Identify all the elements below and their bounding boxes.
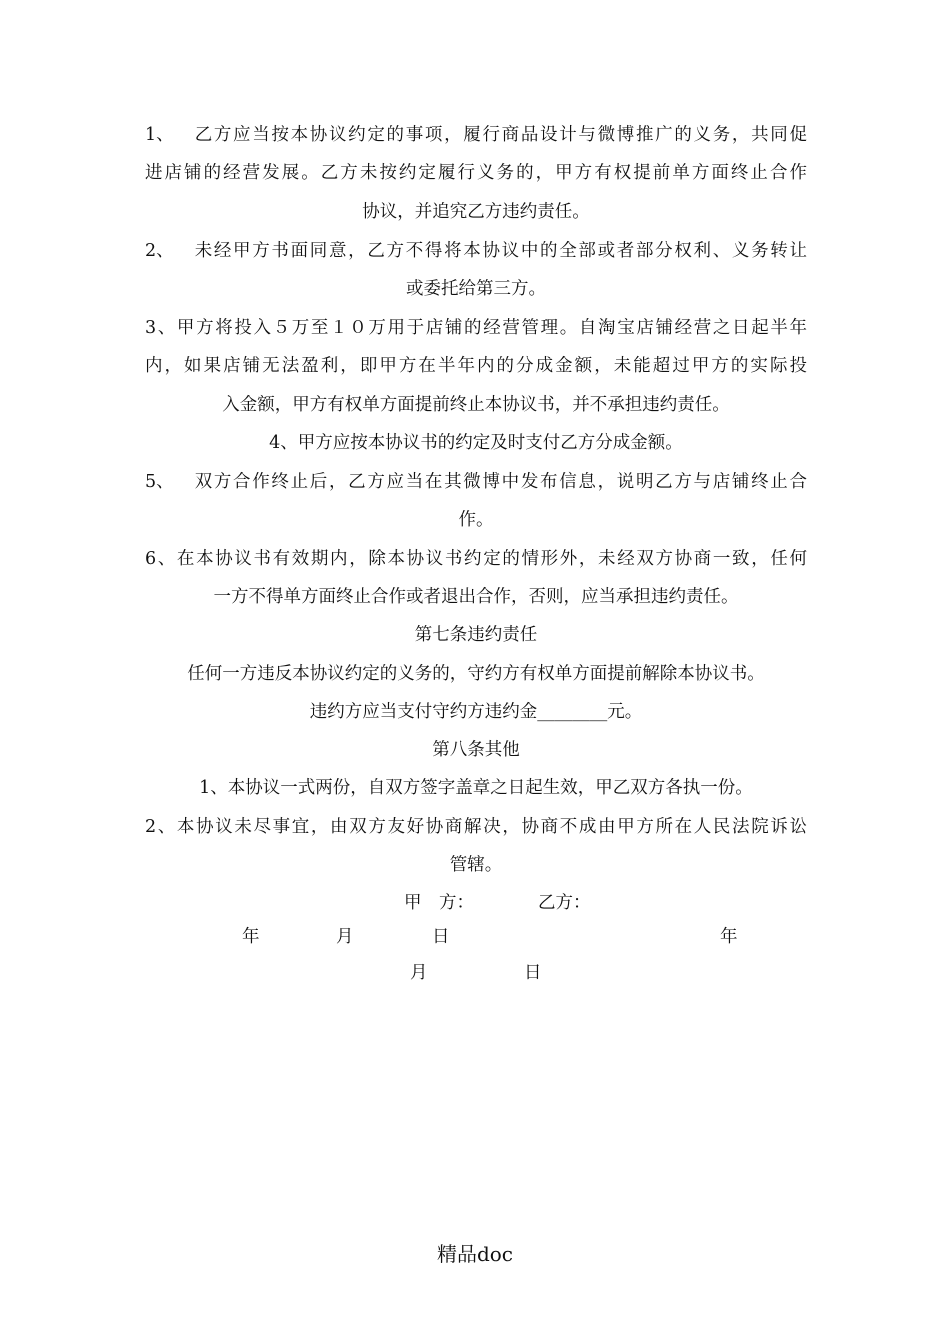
clause-6-line-2: 一方不得单方面终止合作或者退出合作，否则，应当承担违约责任。 — [213, 587, 739, 607]
clause-2-line-2: 或委托给第三方。 — [406, 279, 546, 299]
party-b-year: 年 — [720, 927, 738, 947]
clause-2-line-1: 2、 未经甲方书面同意，乙方不得将本协议中的全部或者部分权利、义务转让 — [145, 232, 807, 270]
article-7-line-1: 任何一方违反本协议约定的义务的，守约方有权单方面提前解除本协议书。 — [187, 664, 765, 684]
party-a-year: 年 — [242, 927, 260, 947]
article-8-line-1: 1、本协议一式两份，自双方签字盖章之日起生效，甲乙双方各执一份。 — [199, 778, 753, 798]
page-footer: 精品doc — [436, 1242, 514, 1266]
article-8-line-3: 管辖。 — [449, 855, 503, 875]
article-7-line-2: 违约方应当支付守约方违约金________元。 — [309, 702, 643, 722]
clause-4-line-1: 4、甲方应按本协议书的约定及时支付乙方分成金额。 — [269, 433, 683, 453]
clause-1-line-1: 1、 乙方应当按本协议约定的事项，履行商品设计与微博推广的义务，共同促 — [145, 116, 807, 154]
party-b-month: 月 — [410, 963, 428, 983]
clause-3-line-1: 3、甲方将投入５万至１０万用于店铺的经营管理。自淘宝店铺经营之日起半年 — [145, 318, 807, 338]
party-a-label: 甲 方： — [404, 893, 474, 913]
clause-5-line-1: 5、 双方合作终止后，乙方应当在其微博中发布信息，说明乙方与店铺终止合 — [145, 463, 807, 501]
clause-5-number: 5、 — [145, 472, 174, 492]
party-a-month: 月 — [336, 927, 354, 947]
clause-1-line-2: 进店铺的经营发展。乙方未按约定履行义务的，甲方有权提前单方面终止合作 — [145, 163, 807, 183]
clause-2-number: 2、 — [145, 241, 174, 261]
clause-3-line-3: 入金额，甲方有权单方面提前终止本协议书，并不承担违约责任。 — [222, 395, 730, 415]
clause-5-line-2: 作。 — [458, 510, 494, 530]
clause-1-line-3: 协议，并追究乙方违约责任。 — [362, 202, 590, 222]
party-b-label: 乙方： — [538, 893, 591, 913]
clause-6-line-1: 6、在本协议书有效期内，除本协议书约定的情形外，未经双方协商一致，任何 — [145, 549, 807, 569]
article-8-heading: 第八条其他 — [432, 740, 520, 760]
clause-3-line-2: 内，如果店铺无法盈利，即甲方在半年内的分成金额，未能超过甲方的实际投 — [145, 356, 807, 376]
article-7-heading: 第七条违约责任 — [414, 625, 538, 645]
party-b-day: 日 — [524, 963, 542, 983]
party-a-day: 日 — [432, 927, 450, 947]
article-8-line-2: 2、本协议未尽事宜，由双方友好协商解决，协商不成由甲方所在人民法院诉讼 — [145, 817, 807, 837]
clause-1-number: 1、 — [145, 125, 174, 145]
